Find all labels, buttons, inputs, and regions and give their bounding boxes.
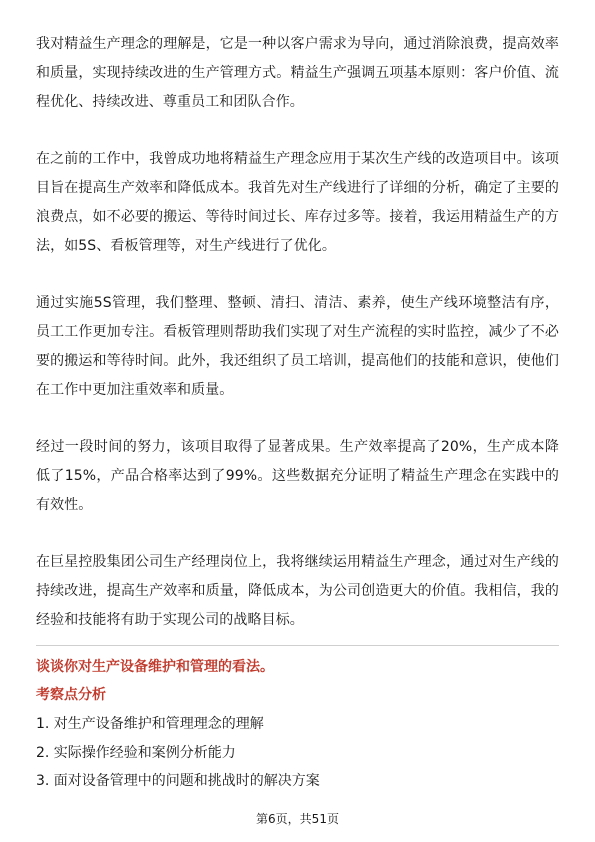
analysis-list <box>36 710 559 796</box>
answer-paragraph-4: 经过一段时间的努力，该项目取得了显著成果。生产效率提高了20%，生产成本降低了15%，产品合格率达到了99%。这些数据充分证明了精益生产理念在实践中的有效性。 <box>36 439 559 513</box>
analysis-item-3: 3. 面对设备管理中的问题和挑战时的解决方案 <box>36 773 320 789</box>
analysis-title: 考察点分析 <box>36 687 106 703</box>
document-page <box>36 30 559 796</box>
page-number-footer: 第6页，共51页 <box>256 812 339 826</box>
interview-question: 谈谈你对生产设备维护和管理的看法。 <box>36 659 274 675</box>
answer-paragraph-3: 通过实施5S管理，我们整理、整顿、清扫、清洁、素养，使生产线环境整洁有序，员工工作更加专注。看板管理则帮助我们实现了对生产流程的实时监控，减少了不必要的搬运和等待时间。此外，我还组织了员工培训，提高他们的技能和意识，使他们在工作中更加注重效率和质量。 <box>36 295 559 398</box>
answer-paragraph-2: 在之前的工作中，我曾成功地将精益生产理念应用于某次生产线的改造项目中。该项目旨在提高生产效率和降低成本。我首先对生产线进行了详细的分析，确定了主要的浪费点，如不必要的搬运、等待时间过长、库存过多等。接着，我运用精益生产的方法，如5S、看板管理等，对生产线进行了优化。 <box>36 151 559 254</box>
answer-paragraph-5: 在巨星控股集团公司生产经理岗位上，我将继续运用精益生产理念，通过对生产线的持续改进，提高生产效率和质量，降低成本，为公司创造更大的价值。我相信，我的经验和技能将有助于实现公司的战略目标。 <box>36 554 559 628</box>
answer-paragraph-1: 我对精益生产理念的理解是，它是一种以客户需求为导向，通过消除浪费，提高效率和质量，实现持续改进的生产管理方式。精益生产强调五项基本原则：客户价值、流程优化、持续改进、尊重员工和团队合作。 <box>36 36 559 110</box>
section-divider <box>36 645 559 646</box>
analysis-item-2: 2. 实际操作经验和案例分析能力 <box>36 744 236 761</box>
analysis-item-1: 1. 对生产设备维护和管理理念的理解 <box>36 716 264 732</box>
